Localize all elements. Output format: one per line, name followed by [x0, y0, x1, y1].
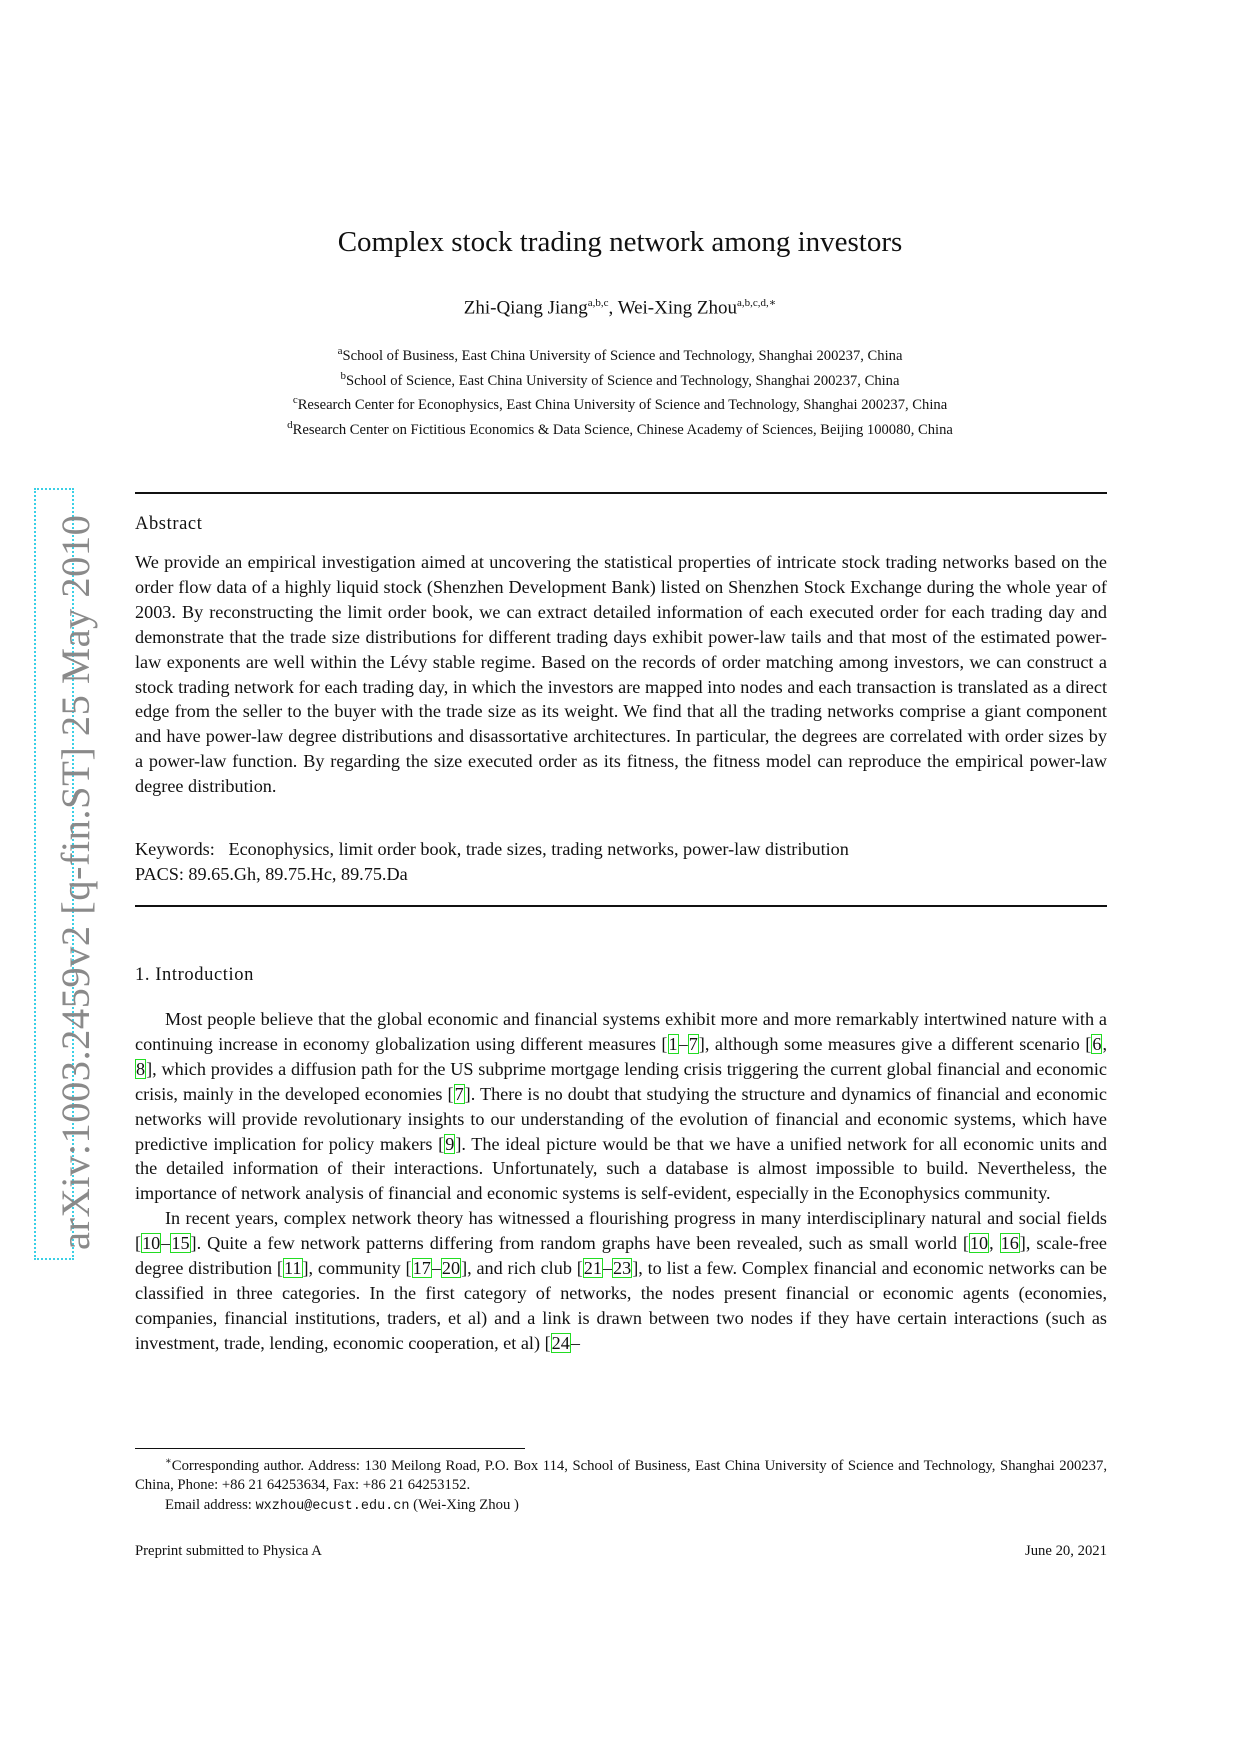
citation-link[interactable]: 1: [668, 1033, 678, 1054]
paper-title: Complex stock trading network among investors: [337, 226, 903, 258]
author-affiliation-marks: a,b,c,d,∗: [737, 297, 777, 309]
citation-link[interactable]: 9: [445, 1133, 455, 1154]
email-link[interactable]: wxzhou@ecust.edu.cn: [255, 1499, 410, 1515]
citation-link[interactable]: 7: [688, 1033, 698, 1054]
introduction-heading: 1. Introduction: [135, 965, 254, 985]
author-affiliation-marks: a,b,c: [587, 297, 609, 309]
affiliation-mark: c: [292, 394, 298, 407]
citation-link[interactable]: 7: [454, 1083, 464, 1104]
affiliation: [0, 391, 1240, 416]
citation-link[interactable]: 23: [613, 1258, 632, 1279]
affiliation-text: School of Business, East China University of Science and Technology, Shanghai 200237, China: [342, 347, 903, 364]
text-run: ], to list a few. Complex financial and economic networks can be classified in three categories. In the first category of networks, the nodes present financial or economic agents (economies, companies, financial institutions, traders, et al) and a link is drawn between two nodes if they have certain interactions (such as investment, trade, lending, economic cooperation, et al) [: [135, 1258, 1107, 1353]
author-name: Zhi-Qiang Jiang: [463, 297, 588, 319]
intro-paragraph-2: [135, 1206, 1107, 1355]
abstract-bottom-rule: [135, 905, 1107, 907]
email-note: [135, 1496, 1107, 1517]
text-run: –: [431, 1258, 441, 1279]
affiliation-text: Research Center for Econophysics, East China University of Science and Technology, Shanghai 200237, China: [297, 397, 948, 414]
keywords-line: [135, 837, 1107, 862]
footnote-mark: ∗: [165, 1456, 172, 1467]
text-run: ,: [989, 1233, 1000, 1254]
text-run: ,: [1102, 1033, 1107, 1054]
citation-link[interactable]: 20: [441, 1258, 461, 1279]
affiliation-mark: a: [337, 345, 343, 357]
citation-link[interactable]: 15: [171, 1233, 190, 1254]
text-run: ]. Quite a few network patterns differing from random graphs have been revealed, such as small world [: [190, 1233, 969, 1254]
pacs-line: PACS: 89.65.Gh, 89.75.Hc, 89.75.Da: [135, 864, 408, 884]
footnote-text: Corresponding author. Address: 130 Meilong Road, P.O. Box 114, School of Business, East China University of Science and Technology, Shanghai 200237, China, Phone: +86 21 64253634, Fax: +86 21 64253152.: [135, 1457, 1107, 1494]
affiliation-mark: b: [340, 369, 347, 382]
citation-link[interactable]: 11: [283, 1258, 302, 1279]
citation-link[interactable]: 6: [1092, 1033, 1102, 1054]
text-run: ], which provides a diffusion path for the US subprime mortgage lending crisis triggering the current global financial and economic crisis, mainly in the developed economies [: [135, 1058, 1107, 1104]
text-run: ]. There is no doubt that studying the structure and dynamics of financial and economic networks will provide revolutionary insights to our understanding of the evolution of financial and economic systems, which have predictive implication for policy makers [: [135, 1083, 1107, 1154]
author-list: Zhi-Qiang Jiang$^{a,b,c}$, Wei-Xing Zhou$^{a,b,c,d,∗}$: [463, 297, 777, 319]
email-owner: (Wei-Xing Zhou ): [413, 1497, 519, 1514]
abstract-top-rule: [135, 492, 1107, 494]
affiliation: [0, 416, 1240, 441]
text-run: Most people believe that the global economic and financial systems exhibit more and more remarkably intertwined nature with a continuing increase in economy globalization using different measures [: [135, 1009, 1107, 1054]
text-run: ]. The ideal picture would be that we have a unified network for all economic units and the detailed information of their interactions. Unfortunately, such a database is almost impossible to build. Nevertheless, the importance of network analysis of financial and economic systems is self-evident, especially in the Econophysics community.: [135, 1133, 1107, 1204]
citation-link[interactable]: 21: [583, 1258, 602, 1279]
text-run: ], and rich club [: [461, 1258, 583, 1279]
abstract-body: [135, 550, 1107, 799]
citation-link[interactable]: 17: [412, 1258, 431, 1279]
citation-link[interactable]: 24: [551, 1332, 570, 1353]
citation-link[interactable]: 10: [142, 1233, 161, 1254]
keywords-text: Econophysics, limit order book, trade sizes, trading networks, power-law distribution: [228, 839, 849, 859]
email-label: Email address:: [165, 1497, 252, 1514]
text-run: ], scale-free degree distribution [: [135, 1233, 1107, 1279]
footnote-rule: [135, 1448, 525, 1449]
keywords-block: [135, 837, 1107, 887]
affiliation-list: [0, 342, 1240, 441]
abstract-text: We provide an empirical investigation aimed at uncovering the statistical properties of intricate stock trading networks based on the order flow data of a highly liquid stock (Shenzhen Development Bank) listed on Shenzhen Stock Exchange during the whole year of 2003. By reconstructing the limit order book, we can extract detailed information of each executed order for each trading day and demonstrate that the trade size distributions for different trading days exhibit power-law tails and that most of the estimated power-law exponents are well within the Lévy stable regime. Based on the records of order matching among investors, we can construct a stock trading network for each trading day, in which the investors are mapped into nodes and each transaction is translated as a direct edge from the seller to the buyer with the trade size as its weight. We find that all the trading networks comprise a giant component and have power-law degree distributions and disassortative architectures. In particular, the degrees are correlated with order sizes by a power-law function. By regarding the size executed order as its fitness, the fitness model can reproduce the empirical power-law degree distribution.: [135, 552, 1107, 797]
arxiv-identifier[interactable]: arXiv:1003.2459v2 [q-fin.ST] 25 May 2010: [53, 514, 98, 1250]
text-run: ], although some measures give a different scenario [: [698, 1033, 1092, 1054]
preprint-journal: Preprint submitted to Physica A: [135, 1543, 322, 1559]
citation-link[interactable]: 10: [969, 1233, 989, 1254]
abstract-heading: Abstract: [135, 514, 203, 534]
affiliation-text: School of Science, East China University of Science and Technology, Shanghai 200237, China: [346, 372, 900, 389]
corresponding-author-note: [135, 1452, 1107, 1496]
intro-paragraph-1: [135, 1007, 1107, 1206]
text-run: ], community [: [302, 1258, 412, 1279]
affiliation-text: Research Center on Fictitious Economics & Data Science, Chinese Academy of Sciences, Beijing 100080, China: [292, 421, 953, 438]
keywords-label: Keywords:: [135, 839, 215, 859]
footnotes: [135, 1452, 1107, 1517]
text-run: –: [602, 1258, 613, 1279]
introduction-body: [135, 1007, 1107, 1356]
author-name: Wei-Xing Zhou: [617, 297, 737, 319]
text-run: In recent years, complex network theory has witnessed a flourishing progress in many interdisciplinary natural and social fields [: [135, 1208, 1107, 1254]
preprint-date: June 20, 2021: [1024, 1543, 1107, 1559]
affiliation-mark: d: [287, 418, 293, 431]
citation-link[interactable]: 16: [1000, 1233, 1019, 1254]
affiliation: [0, 342, 1240, 367]
citation-link[interactable]: 8: [136, 1058, 146, 1079]
preprint-footer: [135, 1543, 1107, 1560]
affiliation: [0, 367, 1240, 392]
text-run: –: [161, 1233, 171, 1254]
text-run: –: [570, 1332, 580, 1353]
text-run: –: [678, 1033, 688, 1054]
